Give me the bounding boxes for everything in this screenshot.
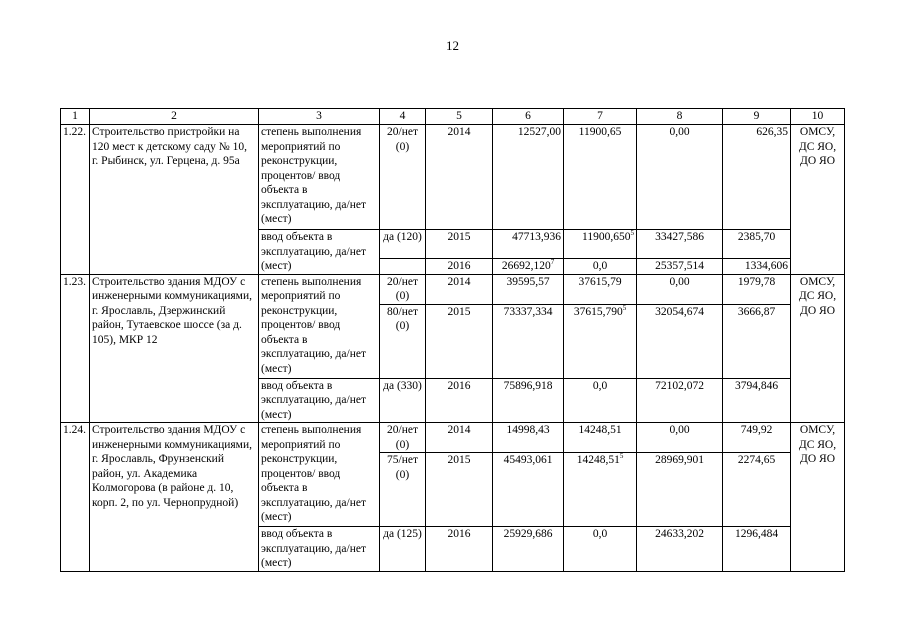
indicator: степень выполнения мероприятий по реконструкции, процентов/ ввод объекта в эксплуатацию, да/нет (мест) (259, 423, 380, 527)
indicator: степень выполнения мероприятий по реконструкции, процентов/ ввод объекта в эксплуатацию, да/нет (мест) (259, 125, 380, 230)
indicator-value: 20/нет (0) (380, 274, 426, 304)
amount-col8: 0,00 (637, 125, 723, 230)
amount-col7: 11900,650$^5$ (564, 230, 637, 259)
amount-col7: 14248,51 (564, 423, 637, 453)
indicator: степень выполнения мероприятий по реконструкции, процентов/ ввод объекта в эксплуатацию, да/нет (мест) (259, 274, 380, 378)
amount-col8: 32054,674 (637, 304, 723, 378)
amount-col7: 0,0 (564, 259, 637, 275)
year: 2015 (426, 304, 493, 378)
indicator-value (380, 259, 426, 275)
amount-col9: 3666,87 (723, 304, 791, 378)
year: 2016 (426, 378, 493, 423)
year: 2014 (426, 274, 493, 304)
year: 2014 (426, 125, 493, 230)
program-table (60, 108, 845, 572)
amount-col8: 0,00 (637, 274, 723, 304)
indicator: ввод объекта в эксплуатацию, да/нет (мест) (259, 230, 380, 275)
amount-col9: 1979,78 (723, 274, 791, 304)
header-row (61, 109, 845, 125)
executor: ОМСУ, ДС ЯО, ДО ЯО (791, 274, 845, 423)
row-number: 1.22. (61, 125, 90, 275)
total-amount: 73337,334 (493, 304, 564, 378)
amount-col9: 3794,846 (723, 378, 791, 423)
header-cell: 9 (723, 109, 791, 125)
header-cell: 10 (791, 109, 845, 125)
total-amount: 47713,936 (493, 230, 564, 259)
year: 2016 (426, 259, 493, 275)
total-amount: 45493,061 (493, 453, 564, 527)
amount-col9: 2274,65 (723, 453, 791, 527)
total-amount: 14998,43 (493, 423, 564, 453)
amount-col7: 37615,790$^5$ (564, 304, 637, 378)
table-row (61, 423, 845, 453)
header-cell: 2 (90, 109, 259, 125)
year: 2015 (426, 453, 493, 527)
amount-col9: 749,92 (723, 423, 791, 453)
amount-col7: 14248,51$^5$ (564, 453, 637, 527)
amount-col9: 2385,70 (723, 230, 791, 259)
amount-col9: 1334,606 (723, 259, 791, 275)
year: 2015 (426, 230, 493, 259)
project-name: Строительство здания МДОУ с инженерными коммуникациями, г. Ярославль, Дзержинский район, Тутаевское шоссе (за д. 105), МКР 12 (90, 274, 259, 423)
total-amount: 25929,686 (493, 527, 564, 572)
amount-col8: 24633,202 (637, 527, 723, 572)
table-row (61, 125, 845, 230)
indicator-value: 80/нет (0) (380, 304, 426, 378)
indicator-value: 75/нет (0) (380, 453, 426, 527)
amount-col8: 72102,072 (637, 378, 723, 423)
indicator-value: 20/нет (0) (380, 423, 426, 453)
amount-col8: 0,00 (637, 423, 723, 453)
indicator: ввод объекта в эксплуатацию, да/нет (мест) (259, 527, 380, 572)
header-cell: 5 (426, 109, 493, 125)
indicator-value: да (330) (380, 378, 426, 423)
amount-col7: 0,0 (564, 527, 637, 572)
amount-col8: 28969,901 (637, 453, 723, 527)
indicator-value: да (125) (380, 527, 426, 572)
total-amount: 39595,57 (493, 274, 564, 304)
year: 2014 (426, 423, 493, 453)
header-cell: 8 (637, 109, 723, 125)
amount-col8: 25357,514 (637, 259, 723, 275)
page-number: 12 (446, 38, 459, 53)
amount-col8: 33427,586 (637, 230, 723, 259)
indicator: ввод объекта в эксплуатацию, да/нет (мест) (259, 378, 380, 423)
total-amount: 26692,120$^7$ (493, 259, 564, 275)
header-cell: 7 (564, 109, 637, 125)
total-amount: 12527,00 (493, 125, 564, 230)
amount-col7: 0,0 (564, 378, 637, 423)
header-cell: 1 (61, 109, 90, 125)
amount-col7: 11900,65 (564, 125, 637, 230)
header-cell: 4 (380, 109, 426, 125)
amount-col9: 1296,484 (723, 527, 791, 572)
row-number: 1.24. (61, 423, 90, 572)
total-amount: 75896,918 (493, 378, 564, 423)
project-name: Строительство здания МДОУ с инженерными коммуникациями, г. Ярославль, Фрунзенский район, ул. Академика Колмогорова (в районе д. 10, корп. 2, по ул. Чернопрудной) (90, 423, 259, 572)
executor: ОМСУ, ДС ЯО, ДО ЯО (791, 125, 845, 275)
indicator-value: да (120) (380, 230, 426, 259)
executor: ОМСУ, ДС ЯО, ДО ЯО (791, 423, 845, 572)
table-row (61, 274, 845, 304)
header-cell: 6 (493, 109, 564, 125)
project-name: Строительство пристройки на 120 мест к детскому саду № 10, г. Рыбинск, ул. Герцена, д. 95а (90, 125, 259, 275)
header-cell: 3 (259, 109, 380, 125)
indicator-value: 20/нет (0) (380, 125, 426, 230)
amount-col7: 37615,79 (564, 274, 637, 304)
year: 2016 (426, 527, 493, 572)
row-number: 1.23. (61, 274, 90, 423)
amount-col9: 626,35 (723, 125, 791, 230)
